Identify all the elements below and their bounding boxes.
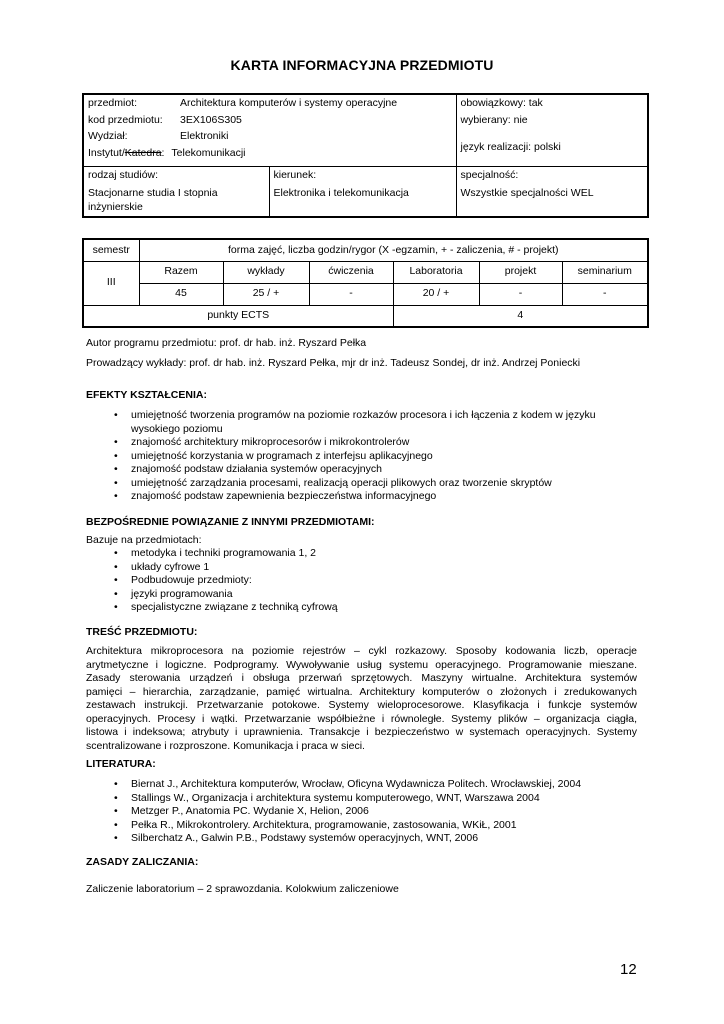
institute-value: Telekomunikacji xyxy=(171,146,246,159)
rules-heading: ZASADY ZALICZANIA: xyxy=(86,856,199,868)
semester-header: semestr xyxy=(83,239,139,261)
list-item: • języki programowania xyxy=(131,588,611,602)
list-item: • Metzger P., Anatomia PC. Wydanie X, Helion, 2006 xyxy=(131,805,651,819)
list-item: • układy cyfrowe 1 xyxy=(131,561,611,575)
list-item: • Pełka R., Mikrokontrolery. Architektura, programowanie, zastosowania, WKiŁ, 2001 xyxy=(131,819,651,833)
value-exercises: - xyxy=(309,283,393,305)
rules-text: Zaliczenie laboratorium – 2 sprawozdania. Kolokwium zaliczeniowe xyxy=(86,883,399,895)
direction-label: kierunek: xyxy=(273,168,317,181)
value-total: 45 xyxy=(139,283,223,305)
relations-intro: Bazuje na przedmiotach: xyxy=(86,534,202,546)
direction-value: Elektronika i telekomunikacja xyxy=(273,187,409,199)
page-number: 12 xyxy=(620,961,637,978)
schedule-table xyxy=(82,238,649,328)
institute-label-a: Instytut/ xyxy=(88,146,125,159)
effects-heading: EFEKTY KSZTAŁCENIA: xyxy=(86,389,207,401)
list-item: • Stallings W., Organizacja i architektura systemu komputerowego, WNT, Warszawa 2004 xyxy=(131,792,651,806)
study-type-cell xyxy=(83,166,269,217)
form-header: forma zajęć, liczba godzin/rygor (X -egzamin, + - zaliczenia, # - projekt) xyxy=(139,239,648,261)
value-lectures: 25 / + xyxy=(223,283,309,305)
direction-cell xyxy=(269,166,456,217)
status-cell xyxy=(456,94,648,166)
list-item: • znajomość podstaw działania systemów operacyjnych xyxy=(131,463,651,477)
code-value: 3EX106S305 xyxy=(180,113,242,126)
study-type-label: rodzaj studiów: xyxy=(88,168,159,181)
semester-value: III xyxy=(83,261,139,305)
value-laboratories: 20 / + xyxy=(393,283,479,305)
relations-list xyxy=(131,547,611,615)
list-item: • umiejętność zarządzania procesami, realizacją operacji plikowych oraz tworzenie skryptów xyxy=(131,477,651,491)
code-label: kod przedmiotu: xyxy=(88,113,163,126)
mandatory-status: obowiązkowy: tak xyxy=(460,97,543,109)
list-item: • znajomość podstaw zapewnienia bezpieczeństwa informacyjnego xyxy=(131,490,651,504)
header-exercises: ćwiczenia xyxy=(309,261,393,283)
institute-label-strike: Katedra xyxy=(124,146,162,159)
content-text: Architektura mikroprocesora na poziomie rejestrów – cykl rozkazowy. Sposoby kodowania liczb, operacje arytmetyczne i logiczne. Podprogramy. Wywoływanie usług systemu operacyjnego. Programowanie mieszane. Zasady sterowania urządzeń i obsługa przerwań sprzętowych. Maszyny wirtualne. Architektura systemów pamięci – hierarchia, zarządzanie, pamięć wirtualna. Architektury komputerów o złożonych i zredukowanych zestawach instrukcji. Przetwarzanie potokowe. Systemy wieloprocesorowe. Klasyfikacja i funkcje systemów operacyjnych. Procesy i wątki. Przetwarzanie współbieżne i równoległe. Systemy plików – organizacja ciągła, listowa i indeksowa; atrybuty i uprawnienia. Transakcje i bezpieczeństwo w systemach operacyjnych. Systemy scentralizowane i rozproszone. Komunikacja i praca w sieci. xyxy=(86,645,637,752)
subject-details-cell xyxy=(83,94,456,166)
value-project: - xyxy=(479,283,562,305)
specialty-label: specjalność: xyxy=(460,168,519,181)
ects-label: punkty ECTS xyxy=(83,305,393,327)
program-author: Autor programu przedmiotu: prof. dr hab. inż. Ryszard Pełka xyxy=(86,337,367,349)
header-laboratories: Laboratoria xyxy=(393,261,479,283)
list-item: • Silberchatz A., Galwin P.B., Podstawy systemów operacyjnych, WNT, 2006 xyxy=(131,832,651,846)
elective-status: wybierany: nie xyxy=(460,113,528,126)
header-seminar: seminarium xyxy=(562,261,648,283)
value-seminar: - xyxy=(562,283,648,305)
list-item: • umiejętność tworzenia programów na poziomie rozkazów procesora i ich łączenia z kodem w języku wysokiego poziomu xyxy=(131,409,651,436)
list-item: • umiejętność korzystania w programach z interfejsu aplikacyjnego xyxy=(131,450,651,464)
subject-label: przedmiot: xyxy=(88,97,138,109)
header-project: projekt xyxy=(479,261,562,283)
literature-heading: LITERATURA: xyxy=(86,758,156,770)
study-type-value: Stacjonarne studia I stopnia inżynierskie xyxy=(88,187,218,213)
subject-info-table xyxy=(82,93,649,218)
institute-label-b: : xyxy=(161,146,165,159)
list-item: • Biernat J., Architektura komputerów, Wrocław, Oficyna Wydawnicza Politech. Wrocławskiej, 2004 xyxy=(131,778,651,792)
specialty-cell xyxy=(456,166,648,217)
lecturers: Prowadzący wykłady: prof. dr hab. inż. Ryszard Pełka, mjr dr inż. Tadeusz Sondej, dr inż. Andrzej Poniecki xyxy=(86,357,581,369)
list-item: • znajomość architektury mikroprocesorów i mikrokontrolerów xyxy=(131,436,651,450)
relations-heading: BEZPOŚREDNIE POWIĄZANIE Z INNYMI PRZEDMIOTAMI: xyxy=(86,516,375,528)
ects-value: 4 xyxy=(393,305,648,327)
faculty-value: Elektroniki xyxy=(180,130,229,142)
literature-list xyxy=(131,778,651,846)
list-item: • Podbudowuje przedmioty: xyxy=(131,574,611,588)
institute-row xyxy=(88,147,452,161)
specialty-value: Wszystkie specjalności WEL xyxy=(460,187,594,199)
page-title: KARTA INFORMACYJNA PRZEDMIOTU xyxy=(230,57,494,73)
faculty-label: Wydział: xyxy=(88,130,128,142)
header-total: Razem xyxy=(139,261,223,283)
list-item: • metodyka i techniki programowania 1, 2 xyxy=(131,547,611,561)
list-item: • specjalistyczne związane z techniką cyfrową xyxy=(131,601,611,615)
header-lectures: wykłady xyxy=(223,261,309,283)
subject-value: Architektura komputerów i systemy operacyjne xyxy=(180,97,398,109)
language: język realizacji: polski xyxy=(460,141,561,153)
effects-list xyxy=(131,409,651,504)
content-heading: TREŚĆ PRZEDMIOTU: xyxy=(86,626,198,638)
